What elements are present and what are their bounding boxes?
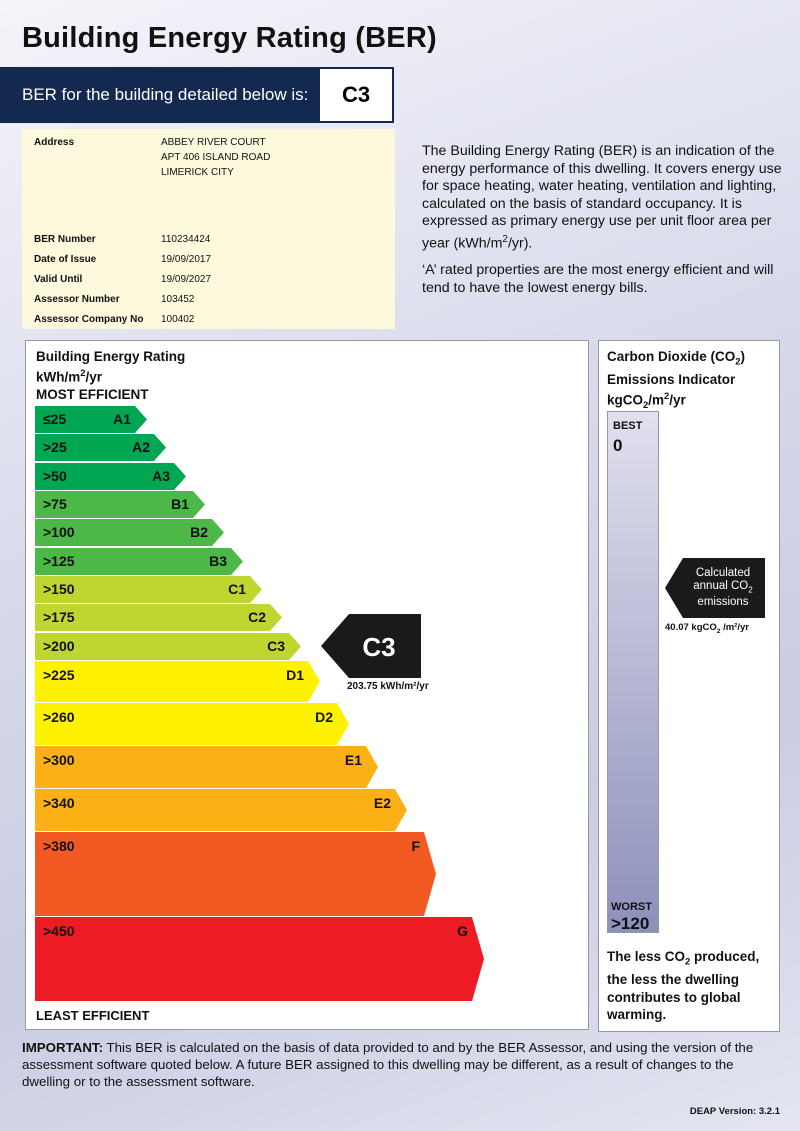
rating-band-c2 bbox=[35, 604, 282, 631]
info-value: 110234424 bbox=[161, 234, 211, 245]
info-label: Assessor Company No bbox=[34, 314, 144, 325]
info-label: Assessor Number bbox=[34, 294, 120, 305]
info-label: Valid Until bbox=[34, 274, 83, 285]
rating-band-a1 bbox=[35, 406, 147, 433]
band-code: E1 bbox=[344, 752, 362, 768]
scale-heading: Building Energy Rating kWh/$m^2/yr$ MOST EFFICIENT bbox=[36, 349, 186, 402]
band-code: A2 bbox=[132, 439, 150, 455]
info-label: BER Number bbox=[34, 234, 96, 245]
band-shape bbox=[35, 789, 407, 831]
co2-scale-bar bbox=[607, 411, 659, 933]
min-value: 0 bbox=[613, 436, 623, 455]
band-code: A1 bbox=[113, 411, 131, 427]
description-p2: ‘A’ rated properties are the most energy efficient and will tend to have the lowest energy bills. bbox=[422, 262, 774, 296]
band-code: A3 bbox=[152, 468, 170, 484]
band-code: C3 bbox=[267, 638, 285, 654]
rating-band-b1 bbox=[35, 491, 205, 518]
co2-footnote: The less $CO_2$ produced, the less the dwelling contributes to global warming. bbox=[607, 949, 760, 1023]
band-code: C1 bbox=[228, 581, 246, 597]
banner-text: BER for the building detailed below is: bbox=[22, 85, 309, 104]
band-shape bbox=[35, 746, 378, 788]
band-range: >380 bbox=[43, 838, 75, 854]
band-range: >300 bbox=[43, 752, 75, 768]
rating-band-e2 bbox=[35, 789, 407, 831]
address-label: Address bbox=[34, 137, 75, 148]
co2-arrow-text: Calculated annual $CO_2$ emissions bbox=[693, 567, 753, 609]
address-line: APT 406 ISLAND ROAD bbox=[161, 152, 271, 163]
band-shape bbox=[35, 703, 349, 745]
rating-band-f bbox=[35, 832, 436, 916]
rating-band-g bbox=[35, 917, 484, 1001]
rating-badge: C3 bbox=[320, 69, 392, 121]
page-title: Building Energy Rating (BER) bbox=[22, 22, 437, 54]
info-label: Date of Issue bbox=[34, 254, 97, 265]
band-code: D2 bbox=[315, 709, 333, 725]
band-range: >100 bbox=[43, 524, 75, 540]
band-range: ≤25 bbox=[43, 411, 67, 427]
band-code: G bbox=[457, 923, 468, 939]
band-code: B3 bbox=[209, 553, 227, 569]
best-label: BEST bbox=[613, 420, 643, 432]
description-p1: The Building Energy Rating (BER) is an indication of the energy performance of this dwelling. It covers energy use for space heating, water heating, ventilation and lighting, calculated on the basis of standard occupancy. It is expressed as primary energy use per unit floor area per year $(kWh/m^2/yr)$. bbox=[422, 143, 782, 252]
band-code: C2 bbox=[248, 609, 266, 625]
band-range: >340 bbox=[43, 795, 75, 811]
energy-rating-panel bbox=[25, 340, 589, 1030]
band-range: >450 bbox=[43, 923, 75, 939]
band-range: >175 bbox=[43, 609, 75, 625]
band-range: >225 bbox=[43, 667, 75, 683]
rating-band-c3 bbox=[35, 633, 301, 660]
band-range: >200 bbox=[43, 638, 75, 654]
building-info bbox=[22, 129, 395, 329]
least-efficient-label: LEAST EFFICIENT bbox=[36, 1008, 150, 1023]
rating-band-b2 bbox=[35, 519, 224, 546]
band-range: >150 bbox=[43, 581, 75, 597]
rating-band-a3 bbox=[35, 463, 186, 490]
band-range: >125 bbox=[43, 553, 75, 569]
co2-panel bbox=[598, 340, 780, 1032]
info-value: 100402 bbox=[161, 314, 195, 325]
band-range: >260 bbox=[43, 709, 75, 725]
current-rating-arrow bbox=[321, 614, 421, 678]
band-code: E2 bbox=[373, 795, 391, 811]
rating-band-d2 bbox=[35, 703, 349, 745]
address-line: LIMERICK CITY bbox=[161, 167, 234, 178]
co2-value: 40.07 kgCO$_2$ /m²/yr bbox=[665, 622, 749, 635]
address-line: ABBEY RIVER COURT bbox=[161, 137, 266, 148]
band-shape bbox=[35, 832, 436, 916]
band-shape bbox=[35, 661, 320, 702]
rating-band-d1 bbox=[35, 661, 320, 702]
info-value: 19/09/2027 bbox=[161, 274, 212, 285]
band-shape bbox=[35, 917, 484, 1001]
deap-version: DEAP Version: 3.2.1 bbox=[689, 1106, 780, 1117]
rating-band-e1 bbox=[35, 746, 378, 788]
rating-band-a2 bbox=[35, 434, 166, 461]
current-rating-code: C3 bbox=[362, 632, 396, 662]
band-range: >75 bbox=[43, 496, 67, 512]
info-value: 103452 bbox=[161, 294, 195, 305]
info-value: 19/09/2017 bbox=[161, 254, 212, 265]
important-notice: IMPORTANT: This BER is calculated on the basis of data provided to and by the BER Assessor, and using the version of the assessment software quoted below. A future BER assigned to this dwelling may be different, as a result of changes to the dwelling or to the assessment software. bbox=[22, 1040, 754, 1089]
band-code: F bbox=[411, 838, 420, 854]
band-code: B2 bbox=[190, 524, 208, 540]
band-range: >25 bbox=[43, 439, 67, 455]
band-code: B1 bbox=[171, 496, 189, 512]
rating-band-c1 bbox=[35, 576, 262, 603]
max-value: >120 bbox=[611, 914, 650, 933]
worst-label: WORST bbox=[611, 901, 652, 913]
current-rating-value: 203.75 kWh/m²/yr bbox=[347, 681, 429, 692]
description bbox=[422, 143, 792, 306]
band-range: >50 bbox=[43, 468, 67, 484]
rating-band-b3 bbox=[35, 548, 243, 575]
rating-banner bbox=[0, 67, 394, 123]
co2-heading: Carbon Dioxide $(CO_2)$ Emissions Indicator $kgCO_2/m^2/yr$ bbox=[607, 349, 746, 411]
band-code: D1 bbox=[286, 667, 304, 683]
